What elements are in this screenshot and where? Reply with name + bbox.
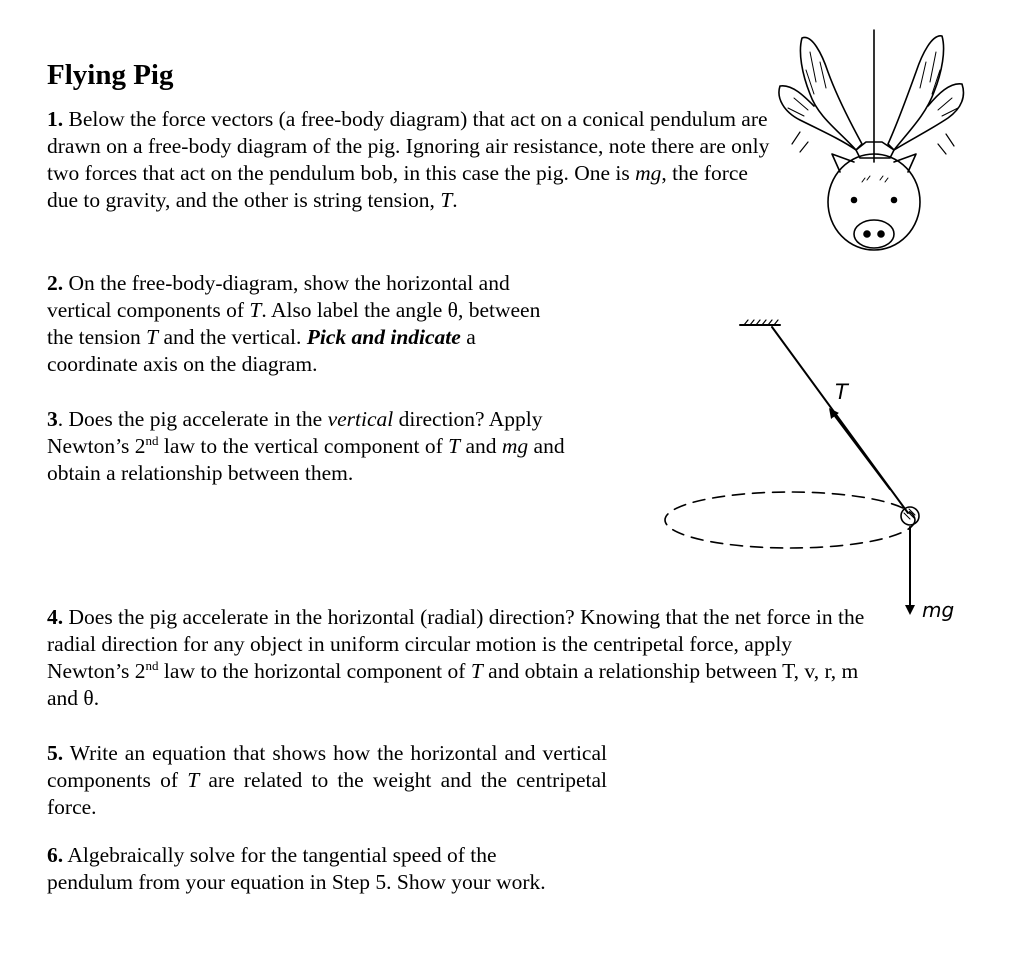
left-wing [800, 37, 862, 150]
flying-pig-illustration [770, 22, 970, 272]
question-text: and obtain a relationship between them. [47, 434, 565, 485]
question-3 [47, 406, 577, 487]
question-text: , the force due to gravity, and the other is string tension, [47, 161, 748, 212]
question-number: 3 [47, 407, 58, 431]
question-1 [47, 106, 777, 214]
symbol-T: T [187, 768, 200, 792]
question-text: Write an equation that shows how the horizontal and vertical components of [47, 741, 607, 792]
question-text: . [452, 188, 458, 212]
question-text: . Does the pig accelerate in the [57, 407, 328, 431]
symbol-T: T [146, 325, 159, 349]
question-number: 4. [47, 605, 64, 629]
question-text: a coordinate axis on the diagram. [47, 325, 476, 376]
question-text: On the free-body-diagram, show the horizontal and vertical components of [47, 271, 510, 322]
superscript: nd [145, 657, 159, 673]
question-number: 6. [47, 843, 64, 867]
pig-ear-right [894, 154, 916, 172]
symbol-mg: mg [501, 434, 529, 458]
question-text: Below the force vectors (a free-body diagram) that act on a conical pendulum are drawn on a free-body diagram of the pig. Ignoring air resistance, note there are only two forces that act on the pendulum bob, in this case the pig. One is [47, 107, 770, 185]
pig-eye-right [892, 198, 897, 203]
right-wing [888, 36, 944, 150]
circular-path [665, 492, 915, 548]
symbol-mg: mg [635, 161, 662, 185]
pig-eye-left [852, 198, 857, 203]
pig-ear-left [832, 154, 854, 172]
weight-label: mg [922, 598, 955, 622]
superscript: nd [145, 432, 159, 448]
emphasis-text: Pick and indicate [306, 325, 461, 349]
question-number: 1. [47, 107, 64, 131]
question-text: Does the pig accelerate in the horizontal (radial) direction? Knowing that the net force in the radial direction for any object in uniform circular motion is the centripetal force, apply Newton’s 2 [47, 605, 865, 683]
question-text: and the vertical. [158, 325, 307, 349]
symbol-T: T [448, 434, 461, 458]
question-5 [47, 740, 607, 821]
question-text: Algebraically solve for the tangential speed of the pendulum from your equation in Step 5. Show your work. [47, 843, 546, 894]
symbol-T: T [470, 659, 483, 683]
page-title: Flying Pig [47, 59, 174, 91]
question-text: law to the vertical component of [158, 434, 449, 458]
conical-pendulum-diagram [630, 315, 970, 625]
pig-snout [854, 220, 894, 248]
question-number: 2. [47, 271, 64, 295]
question-6 [47, 842, 567, 896]
pig-head [828, 154, 920, 250]
question-text: and obtain a relationship between T, v, r, m and θ. [47, 659, 859, 710]
question-text: are related to the weight and the centripetal force. [47, 768, 607, 819]
question-text: law to the horizontal component of [158, 659, 471, 683]
question-text: and [460, 434, 502, 458]
tension-label: T [835, 380, 848, 404]
question-number: 5. [47, 741, 64, 765]
symbol-T: T [249, 298, 262, 322]
question-text: . Also label the angle θ, between the tension [47, 298, 541, 349]
emphasis-text: vertical [327, 407, 394, 431]
question-2 [47, 270, 567, 378]
symbol-T: T [440, 188, 453, 212]
tension-arrow [832, 412, 890, 489]
question-text: direction? Apply Newton’s 2 [47, 407, 543, 458]
